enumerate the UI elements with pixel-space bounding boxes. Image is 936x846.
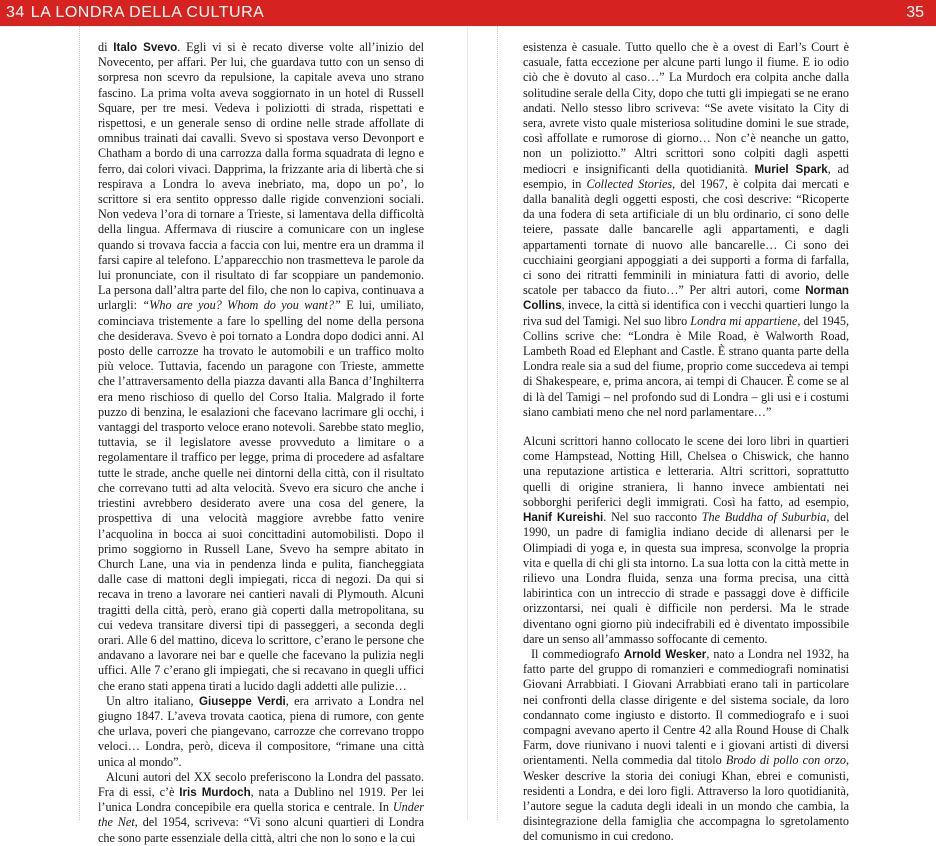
author-name-wesker: Arnold Wesker [623, 647, 707, 661]
header-left [6, 4, 264, 22]
author-name-svevo: Italo Svevo [113, 41, 178, 54]
author-name-verdi: Giuseppe Verdi [199, 694, 286, 708]
paragraph-murdoch-spark-collins [523, 40, 849, 420]
text-run: . Egli vi si è recato diverse volte all’inizio del Novecento, per affari. Per lui, che guardava tutto con un senso di sorpresa non scevro da repulsione, la capitale aveva uno strano fascino. La prima volta aveva soggiornato in un hotel di Russell Square, per tre mesi. Vedeva i poliziotti di strada, rispettati e rispettosi, e un generale senso di ordine nelle strade affollate di omnibus trainati dai cavalli. Svevo si spostava verso Devonport e Chatham a bordo di una carrozza dalla forma squadrata di legno e ferro, dai colori vivaci. Dapprima, la frizzante aria di libertà che si respirava a Londra lo aveva inebriato, ma, dopo un po’, lo scrittore si era sentito oppresso dalle rigide convenzioni sociali. Non vedeva l’ora di tornare a Trieste, si lamentava della difficoltà della lingua. Affermava di riuscire a comunicare con un inglese quando si trovava faccia a faccia con lui, mentre era un dramma il farsi capire al telefono. L’apparecchio non trasmetteva le parole da lui pronunciate, con il risultato di far scoppiare un pandemonio. La persona dall’altra parte del filo, che non lo capiva, continuava a urlargli: [98, 40, 424, 313]
text-run: . Nel suo racconto [603, 510, 702, 525]
text-run: esistenza è casuale. Tutto quello che è a ovest di Earl’s Court è casuale, fatta eccezione per alcune parti lungo il fiume. E io odio ciò che è dovuto al caso…” La Murdoch era colpita anche dalla solitudine serale della City, dopo che tutti gli impiegati se ne erano andati. Nello stesso libro scriveva: “Se avete visitato la City di sera, avrete visto quale misteriosa solitudine domini le sue strade, così affollate e rumorose di giorno… Non c’è neanche un gatto, non un poliziotto.” Altri scrittori sono colpiti dagli aspetti mediocri e insignificanti della quotidianità. [523, 40, 849, 176]
author-name-murdoch: Iris Murdoch [179, 785, 251, 799]
text-run: Alcuni scrittori hanno collocato le scene dei loro libri in quartieri come Hampstead, Notting Hill, Chelsea o Chiswick, che hanno una reputazione artistica e letteraria. Altri scrittori, soprattutto quelli di origine straniera, li hanno invece ambientati nei sobborghi periferici degli immigrati. Così ha fatto, ad esempio, [523, 434, 849, 509]
author-name-collins: Norman Collins [523, 284, 849, 313]
left-page-edge [79, 26, 81, 820]
text-run: Un altro italiano, [106, 693, 199, 708]
author-name-spark: Muriel Spark [754, 162, 828, 176]
left-page-column [98, 40, 424, 846]
chapter-title: LA LONDRA DELLA CULTURA [30, 4, 265, 21]
text-run: Il commediografo [531, 646, 624, 661]
text-run: , del 1945, Collins scrive che: “Londra è Mile Road, è Walworth Road, Lambeth Road ed Elephant and Castle. È strano quanta parte della Londra reale sia a sud del fiume, proprio come succedeva ai tempi di Shakespeare, e, prima ancora, ai tempi di Chaucer. È come se al di là del Tamigi – nel profondo sud di Londra – gli usi e i costumi siano cambiati meno che nel nord parlamentare…” [523, 313, 850, 419]
play-title-brodo-di-pollo: Brodo di pollo con orzo [725, 753, 846, 768]
text-run: , del 1990, un padre di famiglia indiano decide di allenarsi per le Olimpiadi di yoga e, in questa sua impresa, sconvolge la propria vita e quella di chi gli sta intorno. La sua lotta con la città mette in rilievo una Londra fluida, senza una forma precisa, una città labirintica con un intreccio di strade e passaggi dove è difficile orizzontarsi, nei quali è difficile non perdersi. Ma le strade diventano ogni giorno più indecifrabili ed è diventato impossibile dare un senso all’ammasso soffocante di cemento. [523, 510, 849, 646]
book-title-buddha-of-suburbia: The Buddha of Suburbia [701, 510, 827, 525]
paragraph-kureishi [523, 434, 849, 647]
paragraph-verdi [98, 694, 424, 770]
text-run: , del 1967, è colpita dai mercati e dalla banalità degli oggetti esposti, che così descrive: “Ricoperte da una fodera di seta artificiale di un blu ordinario, ci sono delle teiere, passate dalle bancarelle agli appartamenti, e dagli appartamenti tornate di nuovo alle bancarelle… Ci sono dei cucchiaini georgiani appoggiati a dei supporti a forma di farfalla, ci sono dei ritratti femminili in miniatura fatti di avorio, delle scatole per tabacco da fiuto…” Per altri autori, come [523, 176, 849, 298]
text-run: , ad esempio, in [523, 161, 849, 191]
text-run: , nato a Londra nel 1932, ha fatto parte del gruppo di romanzieri e commediografi nominatisi Giovani Arrabbiati. I Giovani Arrabbiati erano tali in particolare nei confronti della classe dirigente e del sistema sociale, da loro condannato come ingiusto e distorto. Il commediografo e i suoi compagni avevano aperto il Centre 42 alla Round House di Chalk Farm, dove riunivano i nuovi talenti e i giovani artisti di diversi orientamenti. Nella commedia dal titolo [523, 646, 850, 768]
book-title-collected-stories: Collected Stories [586, 176, 673, 191]
paragraph-svevo [98, 40, 424, 694]
left-page-number: 34 [6, 4, 25, 21]
author-name-kureishi: Hanif Kureishi [523, 511, 604, 525]
text-run: , nata a Dublino nel 1919. Per lei l’unica Londra concepibile era quella storica e centrale. In [98, 784, 424, 815]
right-page-column [523, 40, 849, 845]
text-run: , era arrivato a Londra nel giugno 1847. L’aveva trovata caotica, piena di rumore, con gente che urlava, poveri che piangevano, carrozze che correvano troppo veloci… Londra, però, diceva il compositore, “rimane una città unica al mondo”. [98, 693, 425, 769]
text-run: di [98, 40, 114, 54]
book-gutter [467, 26, 468, 820]
book-title-under-the-net: Under the Net [98, 800, 424, 830]
text-run: , invece, la città si identifica con i vecchi quartieri lungo la riva sud del Tamigi. Nel suo libro [523, 298, 849, 328]
paragraph-murdoch [98, 770, 424, 846]
book-title-londra-mi-appartiene: Londra mi appartiene [690, 313, 798, 328]
quote-italic: “Who are you? Whom do you want?” [142, 298, 341, 313]
paragraph-wesker [523, 647, 849, 845]
right-page-edge [497, 26, 499, 820]
running-header [0, 0, 936, 26]
text-run: , Wesker descrive la storia dei coniugi Khan, ebrei e comunisti, residenti a Londra, e dei loro figli. Attraverso la loro quotidianità, l’autore segue la caduta degli ideali in un mondo che cambia, la disintegrazione della famiglia che accompagna lo sgretolamento del comunismo in cui credono. [523, 753, 849, 844]
text-run: , del 1954, scriveva: “Vi sono alcuni quartieri di Londra che sono parte essenziale della città, altri che non lo sono e la cui [98, 815, 424, 845]
text-run: E lui, umiliato, cominciava tristemente a fare lo spelling del nome della persona che desiderava. Svevo è poi tornato a Londra dopo dodici anni. Al posto delle carrozze ha trovato le automobili e un traffico molto più veloce. Tuttavia, facendo un paragone con Trieste, ammette che l’attraversamento della piazza davanti alla Banca d’Inghilterra era meno rischioso di quello del Corso Italia. Malgrado il forte puzzo di benzina, le esalazioni che facevano lacrimare gli occhi, i vantaggi del trasporto veloce erano notevoli. Sarebbe stato meglio, tuttavia, se il legislatore avesse provveduto a limitare o a regolamentare il traffico per legge, prima di procedere ad asfaltare tutte le strade, anche quelle nei dintorni della città, con il risultato che correvano tutti ad alta velocità. Svevo era sicuro che anche i triestini avrebbero desiderato avere una cosa del genere, la prospettiva di una velocità maggiore avrebbe fatto venire l’acquolina in bocca ai suoi concittadini automobilisti. Dopo il primo soggiorno in Russell Lane, Svevo ha sempre abitato in Church Lane, una via in pendenza linda e pulita, fiancheggiata dalle case di mattoni degli impiegati, ricca di negozi. Da qui si recava in treno a lavorare nei cantieri navali di Plymouth. Alcuni tragitti della città, però, erano già coperti dalla metropolitana, su cui vedeva transitare diversi tipi di passeggeri, a seconda degli orari. Alle 6 del mattino, diceva lo scrittore, c’erano le persone che andavano a lavorare nei bar e quelle che facevano la pulizia negli uffici. Alle 7 c’erano gli impiegati, che si recavano in quegli uffici che erano stati appena tirati a lucido dagli addetti alle pulizie… [98, 298, 424, 693]
text-run: Alcuni autori del XX secolo preferiscono la Londra del passato. Fra di essi, c’è [98, 769, 424, 799]
right-page-number: 35 [906, 4, 924, 21]
